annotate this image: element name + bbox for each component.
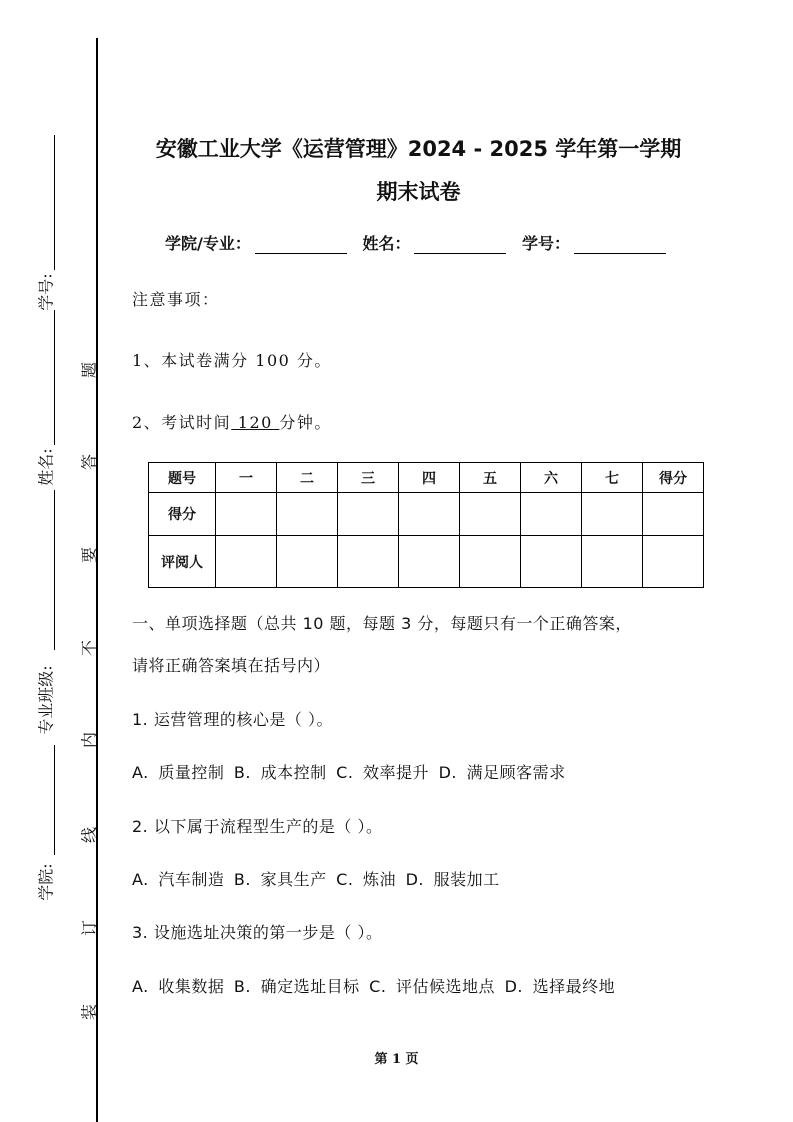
notice-item: 1、本试卷满分 100 分。 — [132, 351, 332, 370]
seal-char: 不 — [79, 639, 99, 657]
cell — [399, 536, 460, 588]
exam-duration: 120 — [231, 413, 280, 432]
table-header: 题号 — [149, 463, 216, 493]
name-field[interactable] — [414, 237, 506, 254]
cell — [643, 493, 704, 536]
cell — [277, 536, 338, 588]
seal-char: 题 — [79, 361, 99, 379]
college-label: 学院/专业： — [165, 234, 251, 253]
cell — [460, 493, 521, 536]
question: 2. 以下属于流程型生产的是（ ）。 — [132, 817, 383, 836]
margin-label-college: 学院: — [36, 863, 56, 901]
notice-text: 分钟。 — [279, 413, 332, 432]
seal-char: 要 — [79, 546, 99, 564]
question: 1. 运营管理的核心是（ ）。 — [132, 710, 333, 729]
cell — [582, 536, 643, 588]
college-field[interactable] — [255, 237, 347, 254]
cell — [216, 493, 277, 536]
page-number: 第 1 页 — [374, 1052, 419, 1067]
margin-label-id: 学号: — [36, 273, 56, 311]
exam-title: 安徽工业大学《运营管理》2024 - 2025 学年第一学期 — [155, 137, 682, 161]
row-label: 评阅人 — [149, 536, 216, 588]
exam-subtitle: 期末试卷 — [376, 180, 461, 204]
table-header: 三 — [338, 463, 399, 493]
id-label: 学号： — [522, 234, 571, 253]
blank-line — [54, 310, 55, 445]
table-header: 五 — [460, 463, 521, 493]
notice-text: 2、考试时间 — [132, 413, 232, 432]
question-options: A. 汽车制造 B. 家具生产 C. 炼油 D. 服装加工 — [132, 870, 500, 889]
seal-char: 内 — [79, 731, 99, 749]
id-field[interactable] — [574, 237, 666, 254]
table-header: 二 — [277, 463, 338, 493]
cell — [582, 493, 643, 536]
cell — [277, 493, 338, 536]
section-heading: 一、单项选择题（总共 10 题，每题 3 分，每题只有一个正确答案， — [132, 614, 632, 633]
notice-heading: 注意事项： — [132, 290, 220, 309]
table-header: 得分 — [643, 463, 704, 493]
blank-line — [54, 490, 55, 650]
blank-line — [54, 745, 55, 855]
question: 3. 设施选址决策的第一步是（ ）。 — [132, 923, 383, 942]
table-header: 一 — [216, 463, 277, 493]
seal-char: 装 — [79, 1003, 99, 1021]
margin-label-class: 专业班级: — [36, 665, 56, 735]
margin-label-name: 姓名: — [36, 448, 56, 486]
table-header: 七 — [582, 463, 643, 493]
seal-char: 答 — [79, 453, 99, 471]
section-heading: 请将正确答案填在括号内） — [132, 656, 331, 675]
cell — [399, 493, 460, 536]
table-header: 六 — [521, 463, 582, 493]
score-table — [148, 462, 704, 588]
cell — [460, 536, 521, 588]
cell — [643, 536, 704, 588]
cell — [338, 536, 399, 588]
question-options: A. 质量控制 B. 成本控制 C. 效率提升 D. 满足顾客需求 — [132, 763, 566, 782]
cell — [521, 493, 582, 536]
question-options: A. 收集数据 B. 确定选址目标 C. 评估候选地点 D. 选择最终地 — [132, 977, 616, 996]
seal-char: 订 — [79, 919, 99, 937]
name-label: 姓名： — [362, 234, 411, 253]
cell — [521, 536, 582, 588]
notice-item — [132, 410, 332, 433]
table-header: 四 — [399, 463, 460, 493]
cell — [338, 493, 399, 536]
row-label: 得分 — [149, 493, 216, 536]
student-info — [165, 231, 676, 254]
seal-char: 线 — [79, 826, 99, 844]
cell — [216, 536, 277, 588]
